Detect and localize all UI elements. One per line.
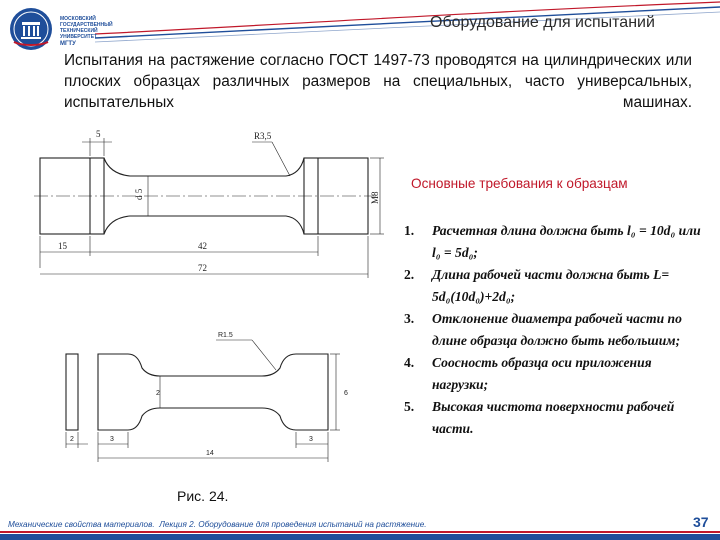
dim-label: 3 [110,436,114,443]
dim-label: 6 [344,390,348,397]
logo-emblem-icon [8,6,54,52]
dim-label: R1.5 [218,332,233,339]
item-text: Отклонение диаметра рабочей части по длине образца должно быть небольшим; [432,311,682,348]
page-number: 37 [693,514,709,530]
dim-label: 14 [206,450,214,457]
dim-label: 72 [198,263,207,273]
item-number: 4. [404,355,415,370]
item-number: 3. [404,311,415,326]
footer-course: Механические свойства материалов. [8,520,155,529]
requirements-title: Основные требования к образцам [411,176,628,191]
item-number: 2. [404,267,415,282]
slide-title: Оборудование для испытаний [430,14,655,31]
item-text: Соосность образца оси приложения нагрузки; [432,355,652,392]
footer-bar [0,534,720,540]
dim-label: 5 [96,129,101,139]
logo-abbr: МГТУ [60,41,76,47]
list-item [404,396,704,440]
logo-line: ГОСУДАРСТВЕННЫЙ [60,22,113,28]
footer-text [8,520,427,529]
logo-line: МОСКОВСКИЙ [60,16,96,22]
dim-label: 3 [309,436,313,443]
specimen-drawing [30,118,400,470]
list-item [404,264,704,308]
requirements-list [404,220,704,440]
figure-caption: Рис. 24. [177,488,229,504]
footer-divider [0,531,720,533]
dim-label: 2 [156,390,160,397]
list-item [404,220,704,264]
list-item [404,308,704,352]
item-number: 5. [404,399,415,414]
item-text: Длина рабочей части должна быть L= 5d₀(10d₀)+2d₀; [432,267,670,304]
item-text: Расчетная длина должна быть l₀ = 10d₀ или l₀ = 5d₀; [432,223,701,260]
dim-label: 2 [70,436,74,443]
logo-line: УНИВЕРСИТЕТ [60,34,98,40]
dim-label: R3,5 [254,131,272,141]
dim-label: M8 [370,191,380,204]
cylindrical-specimen [34,138,384,278]
dim-label: d 5 [134,188,144,200]
logo-line: ТЕХНИЧЕСКИЙ [60,28,98,34]
footer-lecture: Лекция 2. Оборудование для проведения испытаний на растяжение. [159,520,427,529]
flat-specimen [66,340,340,462]
dim-label: 15 [58,241,67,251]
list-item [404,352,704,396]
university-logo [8,6,113,52]
item-number: 1. [404,223,415,238]
item-text: Высокая чистота поверхности рабочей части. [432,399,675,436]
dim-label: 42 [198,241,207,251]
logo-text [60,16,113,47]
intro-paragraph: Испытания на растяжение согласно ГОСТ 1497-73 проводятся на цилиндрических или плоских образцах различных размеров на специальных, часто универсальных, испытательных машинах. [64,52,692,111]
